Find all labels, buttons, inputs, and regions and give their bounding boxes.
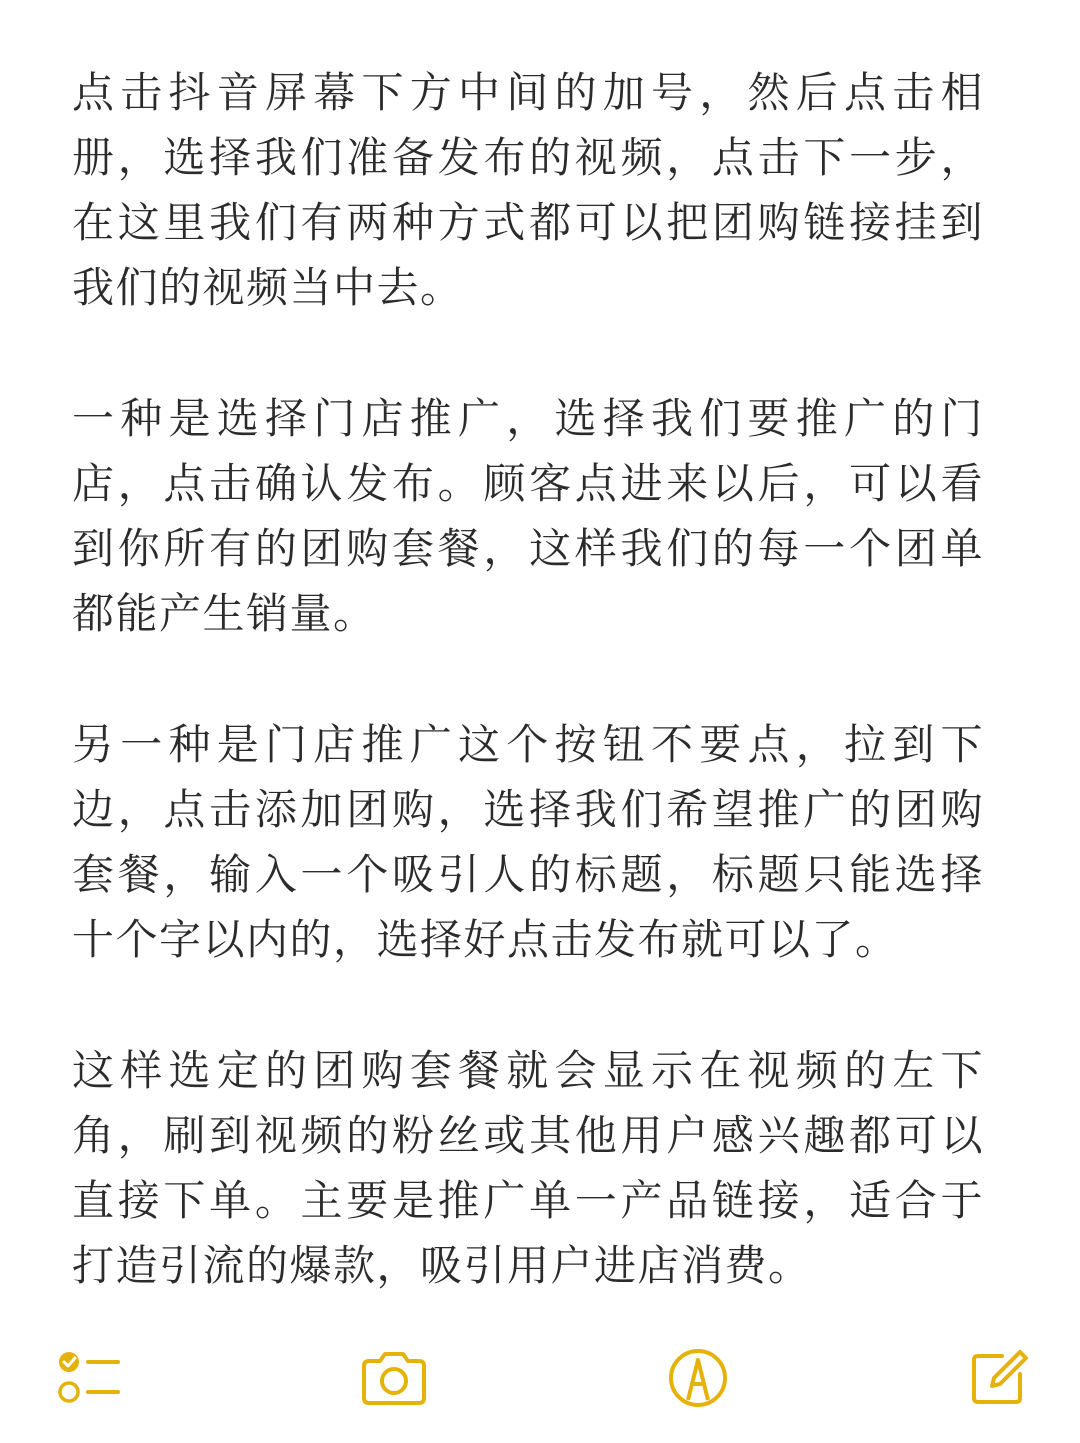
checklist-icon <box>54 1348 122 1408</box>
markup-pen-icon <box>666 1346 730 1410</box>
compose-button[interactable] <box>962 1342 1034 1414</box>
checklist-button[interactable] <box>52 1342 124 1414</box>
note-body[interactable] <box>72 60 984 1364</box>
compose-icon <box>966 1346 1030 1410</box>
camera-button[interactable] <box>358 1342 430 1414</box>
note-paragraph: 这样选定的团购套餐就会显示在视频的左下角，刷到视频的粉丝或其他用户感兴趣都可以直接下单。主要是推广单一产品链接，适合于打造引流的爆款，吸引用户进店消费。 <box>72 1046 984 1290</box>
note-paragraph: 点击抖音屏幕下方中间的加号，然后点击相册，选择我们准备发布的视频，点击下一步，在这里我们有两种方式都可以把团购链接挂到我们的视频当中去。 <box>72 68 984 312</box>
bottom-toolbar <box>0 1330 1080 1420</box>
note-paragraph: 一种是选择门店推广，选择我们要推广的门店，点击确认发布。顾客点进来以后，可以看到你所有的团购套餐，这样我们的每一个团单都能产生销量。 <box>72 394 984 638</box>
note-paragraph: 另一种是门店推广这个按钮不要点，拉到下边，点击添加团购，选择我们希望推广的团购套餐，输入一个吸引人的标题，标题只能选择十个字以内的，选择好点击发布就可以了。 <box>72 720 984 964</box>
markup-button[interactable] <box>662 1342 734 1414</box>
camera-icon <box>358 1348 430 1408</box>
